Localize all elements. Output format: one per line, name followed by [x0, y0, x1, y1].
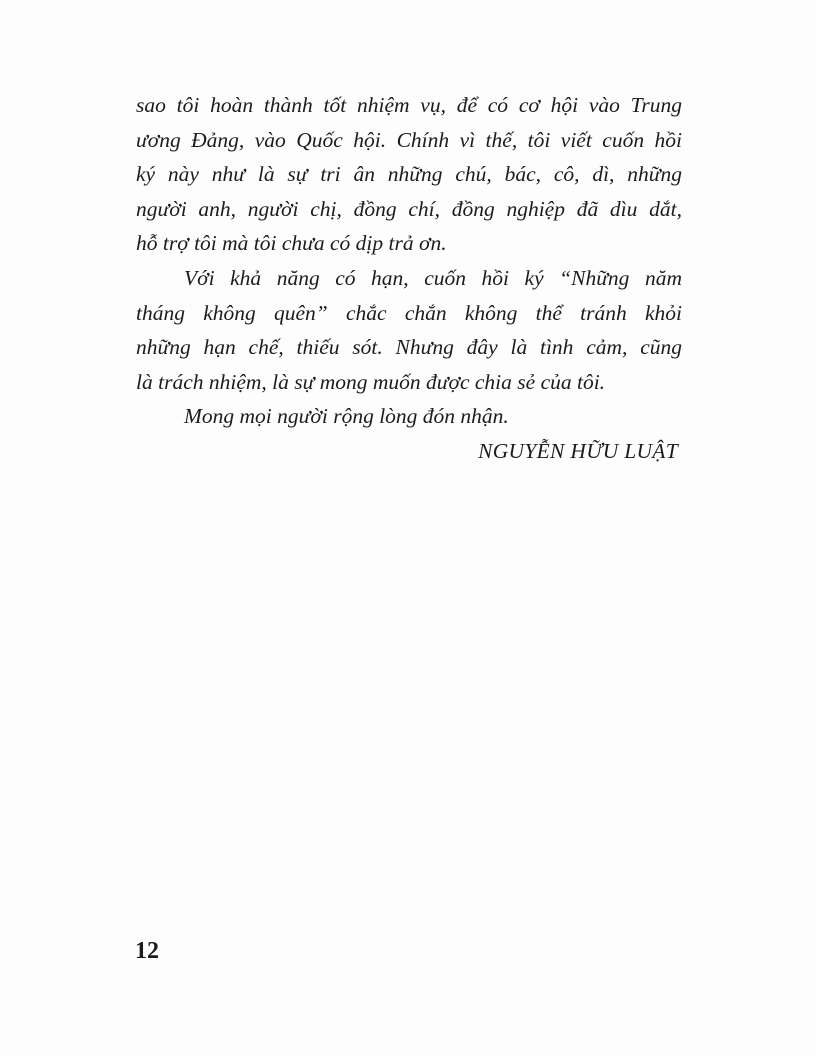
author-signature: NGUYỄN HỮU LUẬT [478, 438, 678, 463]
text-line: tháng không quên” chắc chắn không thể tránh khỏi [136, 300, 682, 325]
page-number: 12 [135, 938, 159, 964]
closing-line: Mong mọi người rộng lòng đón nhận. [184, 404, 509, 429]
text-line: hỗ trợ tôi mà tôi chưa có dịp trả ơn. [136, 231, 447, 256]
body-text [136, 88, 682, 469]
text-line: những hạn chế, thiếu sót. Nhưng đây là tình cảm, cũng [136, 335, 682, 360]
text-line: sao tôi hoàn thành tốt nhiệm vụ, để có cơ hội vào Trung [136, 93, 682, 117]
text-line: người anh, người chị, đồng chí, đồng nghiệp đã dìu dắt, [136, 196, 682, 221]
text-line: Với khả năng có hạn, cuốn hồi ký “Những năm [184, 265, 682, 290]
text-line: ký này như là sự tri ân những chú, bác, cô, dì, những [136, 162, 682, 187]
text-line: là trách nhiệm, là sự mong muốn được chia sẻ của tôi. [136, 369, 606, 394]
text-line: ương Đảng, vào Quốc hội. Chính vì thế, tôi viết cuốn hồi [136, 127, 682, 152]
